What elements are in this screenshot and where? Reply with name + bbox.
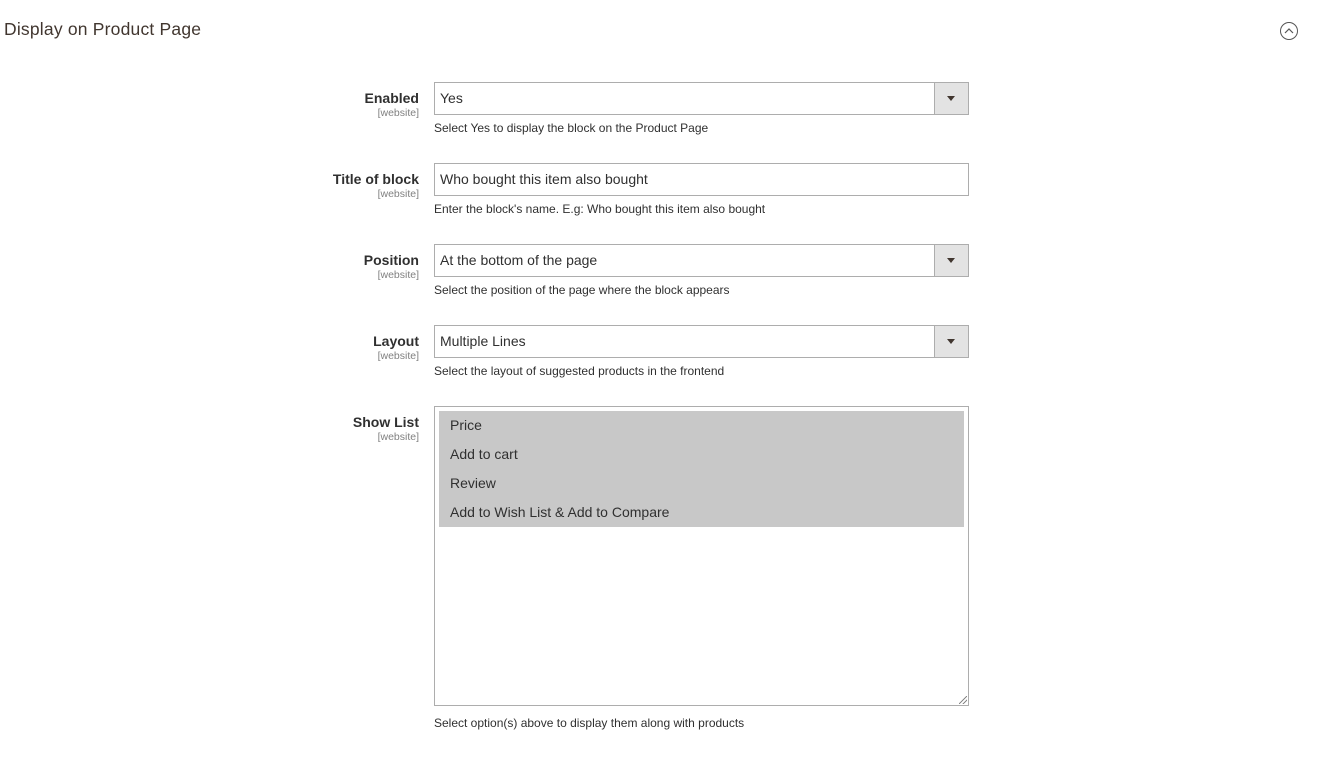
scope-label: [website] [377, 350, 419, 362]
select-value: Multiple Lines [440, 333, 526, 349]
select-value: At the bottom of the page [440, 252, 598, 268]
option-wishlist-compare[interactable]: Add to Wish List & Add to Compare [450, 504, 670, 520]
field-note: Select Yes to display the block on the Product Page [434, 121, 709, 135]
section-title[interactable]: Display on Product Page [4, 19, 202, 39]
field-label: Enabled [364, 90, 419, 106]
field-note: Enter the block's name. E.g: Who bought this item also bought [434, 202, 766, 216]
dropdown-arrow-icon[interactable] [934, 326, 968, 357]
field-note: Select option(s) above to display them along with products [434, 716, 745, 730]
input-value: Who bought this item also bought [440, 171, 648, 187]
option-review[interactable]: Review [450, 475, 496, 491]
position-select[interactable] [434, 244, 969, 277]
enabled-select[interactable] [434, 82, 969, 115]
field-label: Position [363, 252, 419, 268]
scope-label: [website] [377, 431, 419, 443]
option-price[interactable]: Price [450, 417, 482, 433]
layout-select[interactable] [434, 325, 969, 358]
field-label: Layout [373, 333, 419, 349]
dropdown-arrow-icon[interactable] [934, 245, 968, 276]
dropdown-arrow-icon[interactable] [934, 83, 968, 114]
select-value: Yes [440, 90, 463, 106]
field-label: Show List [352, 414, 419, 430]
field-label: Title of block [332, 171, 419, 187]
scope-label: [website] [377, 107, 419, 119]
chevron-up-circle-icon[interactable] [1280, 22, 1298, 40]
resize-handle-icon[interactable] [959, 696, 967, 704]
field-note: Select the layout of suggested products in the frontend [434, 364, 725, 378]
title-of-block-input[interactable] [434, 163, 969, 196]
option-add-to-cart[interactable]: Add to cart [450, 446, 518, 462]
show-list-multiselect[interactable] [434, 406, 969, 706]
scope-label: [website] [377, 269, 419, 281]
field-note: Select the position of the page where the block appears [434, 283, 730, 297]
scope-label: [website] [377, 188, 419, 200]
